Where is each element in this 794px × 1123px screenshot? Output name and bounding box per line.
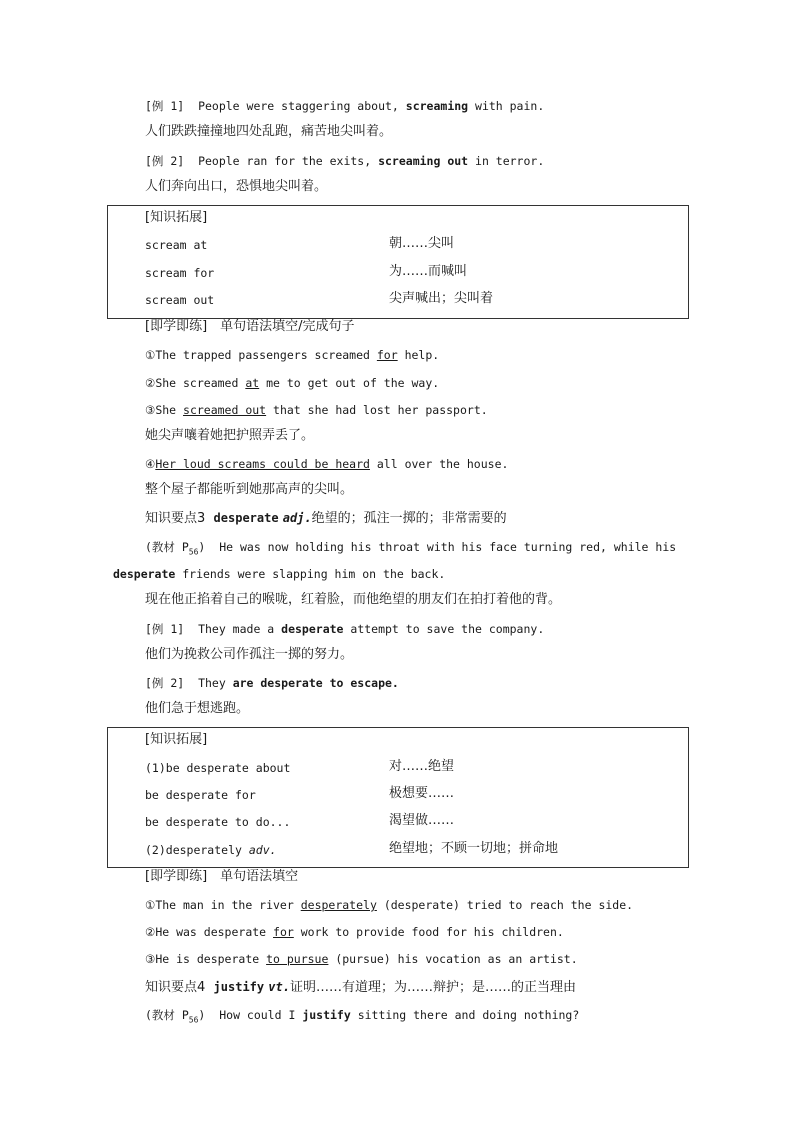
item-text: The man in the river	[155, 898, 301, 912]
answer: screamed out	[183, 403, 267, 417]
knowledge-expansion-box-2	[107, 727, 689, 868]
source-tag: )	[198, 540, 206, 554]
knowledge-point-4	[145, 979, 576, 996]
item-text: (pursue) his vocation as an artist.	[328, 952, 578, 966]
phrase-zh: 渴望做……	[389, 813, 455, 828]
item-number: ①	[145, 898, 156, 912]
part-of-speech: adj.	[282, 511, 312, 525]
source-tag: (教材 P	[145, 1008, 189, 1022]
keyword: justify	[213, 980, 265, 994]
box-title: [知识拓展]	[145, 210, 208, 225]
phrase-zh: 尖声喊出；尖叫着	[389, 291, 494, 306]
point-heading: 知识要点4	[145, 980, 206, 995]
phrase-en: scream at	[145, 238, 208, 252]
phrase-text: (2)desperately	[145, 843, 249, 857]
definition: 证明……有道理；为……辩护；是……的正当理由	[289, 980, 576, 995]
textbook-quote-2	[145, 1007, 579, 1028]
item-number: ④	[145, 457, 156, 471]
example-4-translation: 他们急于想逃跑。	[145, 701, 250, 716]
keyword: are desperate to escape.	[232, 676, 399, 690]
textbook-quote	[145, 539, 676, 560]
phrase-zh: 为……而喊叫	[389, 264, 468, 279]
answer: for	[273, 925, 294, 939]
keyword: desperate	[113, 567, 176, 581]
keyword: screaming out	[378, 154, 469, 168]
practice-item	[145, 951, 578, 967]
item-text: He is desperate	[155, 952, 267, 966]
source-tag: (教材 P	[145, 540, 189, 554]
phrase-zh: 绝望地；不顾一切地；拼命地	[389, 841, 559, 856]
quote-text: He was now holding his throat with his face turning red, while his	[219, 540, 677, 554]
example-3-translation: 他们为挽救公司作孤注一掷的努力。	[145, 647, 354, 662]
box-title: [知识拓展]	[145, 732, 208, 747]
example-4	[145, 675, 399, 691]
keyword: screaming	[405, 99, 469, 113]
phrase-en: be desperate to do...	[145, 815, 291, 829]
example-tag: [例 1]	[145, 99, 185, 113]
phrase-en: (1)be desperate about	[145, 761, 291, 775]
item-text: work to provide food for his children.	[293, 925, 564, 939]
item-text: all over the house.	[369, 457, 509, 471]
answer: Her loud screams could be heard	[155, 457, 370, 471]
part-of-speech: adv.	[248, 843, 277, 857]
item-text: (desperate) tried to reach the side.	[376, 898, 634, 912]
item-text: He was desperate	[155, 925, 274, 939]
example-tag: [例 2]	[145, 154, 185, 168]
quote-text: How could I	[219, 1008, 303, 1022]
example-text: People were staggering about,	[198, 99, 406, 113]
item-text: The trapped passengers screamed	[155, 348, 377, 362]
example-2	[145, 153, 544, 169]
knowledge-expansion-box	[107, 205, 689, 319]
answer: at	[245, 376, 260, 390]
part-of-speech: vt.	[268, 980, 290, 994]
example-2-translation: 人们奔向出口，恐惧地尖叫着。	[145, 179, 328, 194]
example-text: attempt to save the company.	[343, 622, 545, 636]
practice-item	[145, 897, 633, 913]
definition: 绝望的；孤注一掷的；非常需要的	[311, 511, 507, 526]
keyword: justify	[302, 1008, 351, 1022]
knowledge-point-3	[145, 510, 507, 527]
example-1	[145, 98, 544, 114]
page-number: 56	[188, 547, 199, 557]
practice-item	[145, 456, 508, 472]
phrase-en: scream for	[145, 266, 215, 280]
item-number: ③	[145, 952, 156, 966]
phrase-en	[145, 842, 277, 858]
item-text: help.	[397, 348, 440, 362]
keyword: desperate	[281, 622, 344, 636]
practice-item	[145, 375, 439, 391]
keyword: desperate	[213, 511, 279, 525]
example-tag: [例 2]	[145, 676, 185, 690]
answer: for	[376, 348, 398, 362]
practice-title: [即学即练] 单句语法填空/完成句子	[145, 319, 355, 334]
item-number: ①	[145, 348, 156, 362]
phrase-en: scream out	[145, 293, 215, 307]
practice-item	[145, 347, 439, 363]
phrase-zh: 极想要……	[389, 786, 455, 801]
practice-title-2: [即学即练] 单句语法填空	[145, 869, 299, 884]
practice-item	[145, 924, 564, 940]
example-3	[145, 621, 544, 637]
practice-translation: 她尖声嚷着她把护照弄丢了。	[145, 428, 315, 443]
example-text: They	[198, 676, 233, 690]
phrase-en: be desperate for	[145, 788, 256, 802]
textbook-quote-cont	[113, 566, 445, 582]
phrase-zh: 朝……尖叫	[389, 236, 455, 251]
page-number: 56	[188, 1015, 199, 1025]
item-text: me to get out of the way.	[259, 376, 440, 390]
practice-translation: 整个屋子都能听到她那高声的尖叫。	[145, 482, 354, 497]
phrase-zh: 对……绝望	[389, 759, 455, 774]
item-number: ②	[145, 925, 156, 939]
example-1-translation: 人们跌跌撞撞地四处乱跑，痛苦地尖叫着。	[145, 124, 393, 139]
example-text: People ran for the exits,	[198, 154, 379, 168]
practice-item	[145, 402, 488, 418]
example-text: with pain.	[468, 99, 545, 113]
item-text: that she had lost her passport.	[266, 403, 488, 417]
example-text: in terror.	[468, 154, 545, 168]
example-text: They made a	[198, 622, 282, 636]
item-number: ③	[145, 403, 156, 417]
item-number: ②	[145, 376, 156, 390]
answer: to pursue	[266, 952, 329, 966]
source-tag: )	[198, 1008, 206, 1022]
item-text: She screamed	[155, 376, 246, 390]
textbook-translation: 现在他正掐着自己的喉咙，红着脸，而他绝望的朋友们在拍打着他的背。	[145, 592, 562, 607]
point-heading: 知识要点3	[145, 511, 206, 526]
answer: desperately	[300, 898, 377, 912]
item-text: She	[155, 403, 184, 417]
quote-text: sitting there and doing nothing?	[350, 1008, 580, 1022]
quote-text: friends were slapping him on the back.	[175, 567, 446, 581]
example-tag: [例 1]	[145, 622, 185, 636]
